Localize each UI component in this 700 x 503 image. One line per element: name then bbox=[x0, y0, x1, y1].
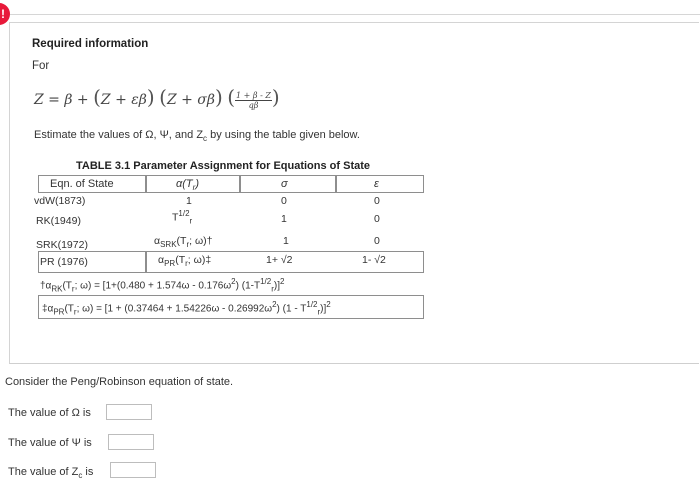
row-alpha-vdw: 1 bbox=[186, 195, 192, 207]
table-title: TABLE 3.1 Parameter Assignment for Equations of State bbox=[76, 160, 371, 172]
row-epsilon-rk: 0 bbox=[374, 213, 380, 225]
row-alpha-pr: $\alpha_{PR}(T_r$; ω)‡ bbox=[158, 254, 212, 269]
question-zc: The value of $Z_c$ is bbox=[8, 466, 94, 481]
equation-term2: Z + σβ bbox=[166, 92, 215, 108]
equation-lhs: Z = β + bbox=[34, 92, 89, 108]
row-sigma-rk: 1 bbox=[281, 213, 287, 225]
row-sigma-srk: 1 bbox=[283, 235, 289, 247]
omega-answer-input[interactable] bbox=[106, 404, 152, 420]
panel-heading: Required information bbox=[32, 38, 149, 50]
row-epsilon-vdw: 0 bbox=[374, 195, 380, 207]
footnote-pr: $\ddagger\alpha_{PR}(T_r$; $\omega) = [1 + (0.37464 + 1.54226\omega - 0.26992\omega^2)$ $(1 - T^{1/2}_r)]^2$ bbox=[42, 300, 331, 317]
header-sigma: σ bbox=[281, 178, 288, 190]
footnote-srk: $\dagger\alpha_{RK}(T_r$; $\omega) = [1+(0.480 + 1.574\omega - 0.176\omega^2)$ $(1-T^{1/2}_r)]^2$ bbox=[40, 277, 285, 294]
row-epsilon-pr: 1- √2 bbox=[362, 254, 386, 266]
instruction-text: Estimate the values of Ω, Ψ, and $Z_c$ by using the table given below. bbox=[34, 129, 360, 144]
top-divider bbox=[10, 14, 700, 15]
header-sigma-box bbox=[240, 175, 336, 193]
row-sigma-pr: 1+ √2 bbox=[266, 254, 293, 266]
question-omega: The value of Ω is bbox=[8, 407, 91, 419]
alert-badge-icon: ! bbox=[0, 3, 10, 25]
parameter-table bbox=[10, 23, 700, 365]
for-label: For bbox=[32, 60, 50, 72]
equation-fraction: $\frac{1 + \beta - Z}{q\beta}$ bbox=[236, 90, 271, 110]
header-epsilon: ε bbox=[374, 178, 379, 190]
question-psi: The value of Ψ is bbox=[8, 437, 92, 449]
zc-answer-input[interactable] bbox=[110, 462, 156, 478]
row-alpha-rk: $T^{1/2}_r$ bbox=[172, 209, 193, 226]
equation-term1: Z + εβ bbox=[100, 92, 147, 108]
consider-text: Consider the Peng/Robinson equation of state. bbox=[5, 376, 234, 388]
header-eos: Eqn. of State bbox=[50, 178, 114, 190]
row-epsilon-srk: 0 bbox=[374, 235, 380, 247]
row-eos-pr: PR (1976) bbox=[40, 256, 88, 268]
row-alpha-srk: $\alpha_{SRK}(T_r$; ω)† bbox=[154, 235, 213, 250]
row-sigma-vdw: 0 bbox=[281, 195, 287, 207]
header-epsilon-box bbox=[336, 175, 424, 193]
required-info-panel bbox=[9, 22, 699, 364]
row-eos-rk: RK(1949) bbox=[36, 215, 81, 227]
row-eos-srk: SRK(1972) bbox=[36, 239, 88, 251]
equation: Z = β + (Z + εβ) (Z + σβ) ( $\frac{1 + \beta - Z}{q\beta}$ ) bbox=[34, 85, 280, 110]
psi-answer-input[interactable] bbox=[108, 434, 154, 450]
header-alpha: $\alpha(T_r)$ bbox=[176, 178, 199, 193]
row-eos-vdw: vdW(1873) bbox=[34, 195, 86, 207]
